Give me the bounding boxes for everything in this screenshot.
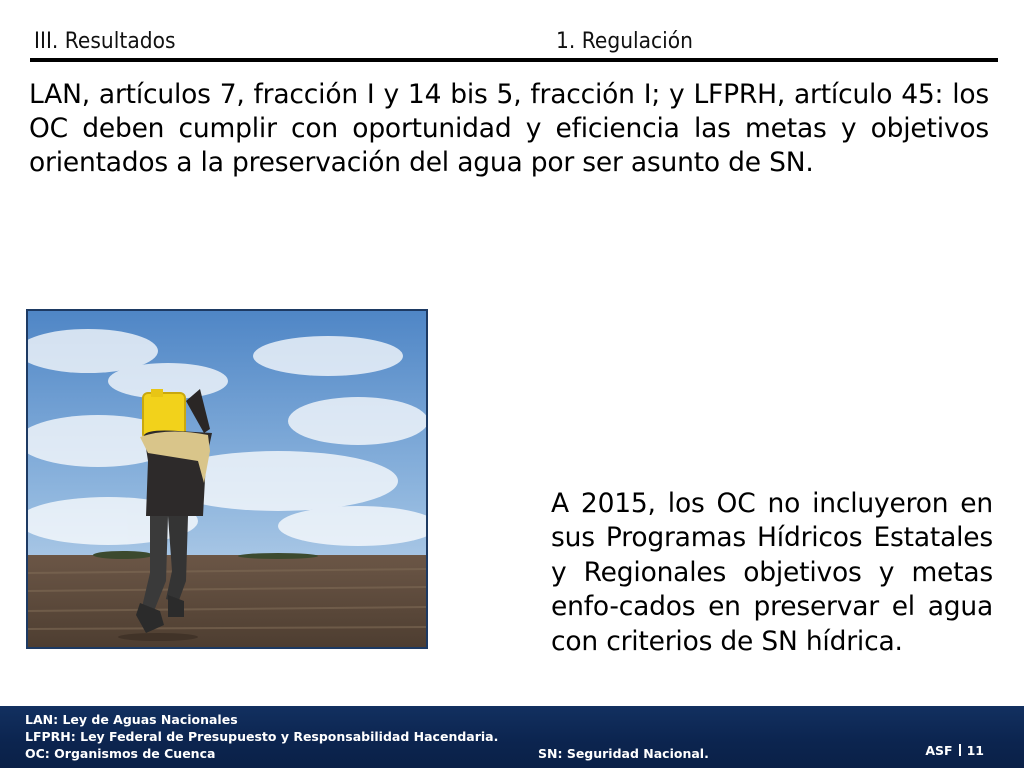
finding-paragraph: A 2015, los OC no incluyeron en sus Programas Hídricos Estatales y Regionales objetivos y metas enfo-cados en preservar el agua con criterios de SN hídrica. bbox=[551, 488, 993, 657]
water-carrier-photo bbox=[26, 309, 428, 649]
footnote-sn: SN: Seguridad Nacional. bbox=[538, 746, 709, 761]
person-carrying-water-jug-photo bbox=[28, 311, 426, 647]
section-title: III. Resultados bbox=[34, 29, 176, 54]
footnote-oc: OC: Organismos de Cuenca bbox=[25, 746, 216, 761]
org-label: ASF bbox=[925, 743, 953, 758]
page-number: 11 bbox=[966, 743, 984, 758]
footnote-lfprh: LFPRH: Ley Federal de Presupuesto y Responsabilidad Hacendaria. bbox=[25, 729, 499, 744]
footnote-lan: LAN: Ley de Aguas Nacionales bbox=[25, 712, 238, 727]
footer-band bbox=[0, 706, 1024, 768]
page-indicator bbox=[925, 743, 984, 758]
pager-divider bbox=[959, 744, 961, 756]
lead-paragraph: LAN, artículos 7, fracción I y 14 bis 5, fracción I; y LFPRH, artículo 45: los OC deben cumplir con oportunidad y eficiencia las metas y objetivos orientados a la preservación del agua por ser asunto de SN. bbox=[29, 79, 989, 178]
header-divider bbox=[30, 58, 998, 62]
subsection-title: 1. Regulación bbox=[556, 29, 694, 54]
